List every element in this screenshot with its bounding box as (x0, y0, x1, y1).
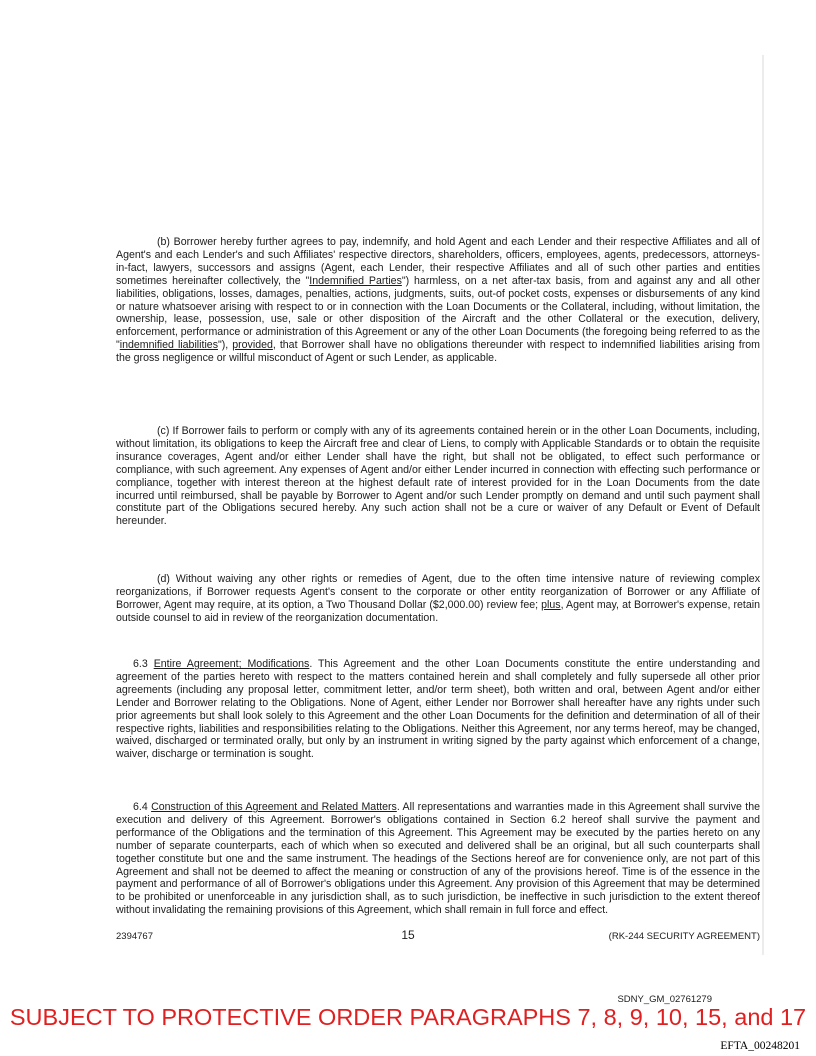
section-6-3 (116, 658, 760, 761)
paragraph-d (116, 573, 760, 625)
defined-term-indemnified-parties: Indemnified Parties (309, 274, 402, 287)
bates-number: SDNY_GM_02761279 (617, 994, 712, 1005)
page-edge-shadow (762, 55, 764, 955)
section-6-4-heading: Construction of this Agreement and Related Matters (151, 801, 397, 813)
paragraph-d-lead: (d) Without waiving any other rights or remedies of Agent, due to the often time intensive nature of reviewing complex reorganizations, if Borrower requests Agent's consent to the corporate or other entity reorganization of Borrower or any Affiliate of Borrower, Agent may require, at its option, a Two Thousand Dollar ($2,000.00) review fee; (116, 573, 760, 611)
section-6-4-number: 6.4 (133, 801, 148, 813)
paragraph-b-tail: , that Borrower shall have no obligations thereunder with respect to indemnified liabilities arising from the gross negligence or willful misconduct of Agent or such Lender, as applicable. (116, 339, 760, 365)
paragraph-c (116, 425, 760, 528)
paragraph-c-text: (c) If Borrower fails to perform or comply with any of its agreements contained herein or in the other Loan Documents, including, without limitation, its obligations to keep the Aircraft free and clear of Liens, to comply with Applicable Standards or to obtain the requisite insurance coverages, Agent and/or either Lender shall have the right, but shall not be obligated, to effect such performance or compliance, with such agreement. Any expenses of Agent and/or either Lender incurred in connection with effecting such performance or compliance, together with interest thereon at the highest default rate of interest provided for in the Loan Documents from the date incurred until reimbursed, shall be payable by Borrower to Agent and/or such Lender promptly on demand and until such payment shall constitute part of the Obligations secured hereby. Any such action shall not be a cure or waiver of any Default or Event of Default hereunder. (116, 425, 760, 528)
page-number: 15 (401, 928, 415, 942)
section-6-4 (116, 801, 760, 917)
protective-order-legend: SUBJECT TO PROTECTIVE ORDER PARAGRAPHS 7, 8, 9, 10, 15, and 17 (9, 1004, 807, 1030)
paragraph-b-mid2: "), (218, 339, 233, 352)
section-6-3-number: 6.3 (133, 658, 148, 670)
section-6-3-heading: Entire Agreement; Modifications (153, 658, 310, 670)
defined-term-plus: plus (541, 598, 561, 611)
defined-term-provided: provided (232, 339, 273, 352)
paragraph-b-mid: ") harmless, on a net after-tax basis, from and against any and all other liabilities, obligations, losses, damages, penalties, actions, judgments, suits, out-of pocket costs, expenses or disbursements of any kind or nature whatsoever arising with respect to or in connection with the Loan Documents or the Collateral, including, without limitation, the ownership, lease, possession, use, sale or other disposition of the Aircraft and the other Collateral or the execution, delivery, enforcement, performance or administration of this Agreement or any of the other Loan Documents (the foregoing being referred to as the " (116, 274, 760, 352)
defined-term-indemnified-liabilities: indemnified liabilities (119, 339, 218, 352)
footer-doc-number: 2394767 (116, 931, 153, 942)
paragraph-b (116, 236, 760, 365)
footer-doc-title: (RK-244 SECURITY AGREEMENT) (608, 931, 760, 942)
section-6-3-text: . This Agreement and the other Loan Documents constitute the entire understanding and agreement of the parties hereto with respect to the matters contained herein and shall completely and fully supersede all other prior agreements (including any proposal letter, commitment letter, and/or term sheet), both written and oral, between Agent and/or either Lender and Borrower relating to the Obligations. None of Agent, either Lender nor Borrower shall hereafter have any rights under such prior agreements but shall look solely to this Agreement and the other Loan Documents for the definition and determination of all of their respective rights, liabilities and responsibilities relating to the Obligations. Neither this Agreement, nor any terms hereof, may be changed, waived, discharged or terminated orally, but only by an instrument in writing signed by the party against which enforcement of a change, waiver, discharge or termination is sought. (116, 658, 760, 761)
paragraph-b-lead: (b) Borrower hereby further agrees to pay, indemnify, and hold Agent and each Lender and their respective Affiliates and all of Agent's and each Lender's and such Affiliates' respective directors, shareholders, officers, employees, agents, predecessors, attorneys-in-fact, lawyers, successors and assigns (Agent, each Lender, their respective Affiliates and all of such other parties and entities sometimes hereinafter collectively, the " (116, 236, 760, 287)
section-6-4-text: . All representations and warranties made in this Agreement shall survive the execution and delivery of this Agreement. Borrower's obligations contained in Section 6.2 hereof shall survive the payment and performance of the Obligations and the termination of this Agreement. This Agreement may be executed by the parties hereto on any number of separate counterparts, each of which when so executed and delivered shall be an original, but all such counterparts shall together constitute but one and the same instrument. The headings of the Sections hereof are for convenience only, are not part of this Agreement and shall not be deemed to affect the meaning or construction of any of the provisions hereof. Time is of the essence in the payment and performance of all of Borrower's obligations under this Agreement. Any provision of this Agreement that may be determined to be prohibited or unenforceable in any jurisdiction shall, as to such jurisdiction, be ineffective in such jurisdiction to the extent thereof without invalidating the remaining provisions of this Agreement, which shall remain in full force and effect. (116, 801, 761, 917)
paragraph-d-tail: , Agent may, at Borrower's expense, retain outside counsel to aid in review of the reorganization documentation. (116, 598, 761, 624)
efta-number: EFTA_00248201 (720, 1040, 800, 1052)
